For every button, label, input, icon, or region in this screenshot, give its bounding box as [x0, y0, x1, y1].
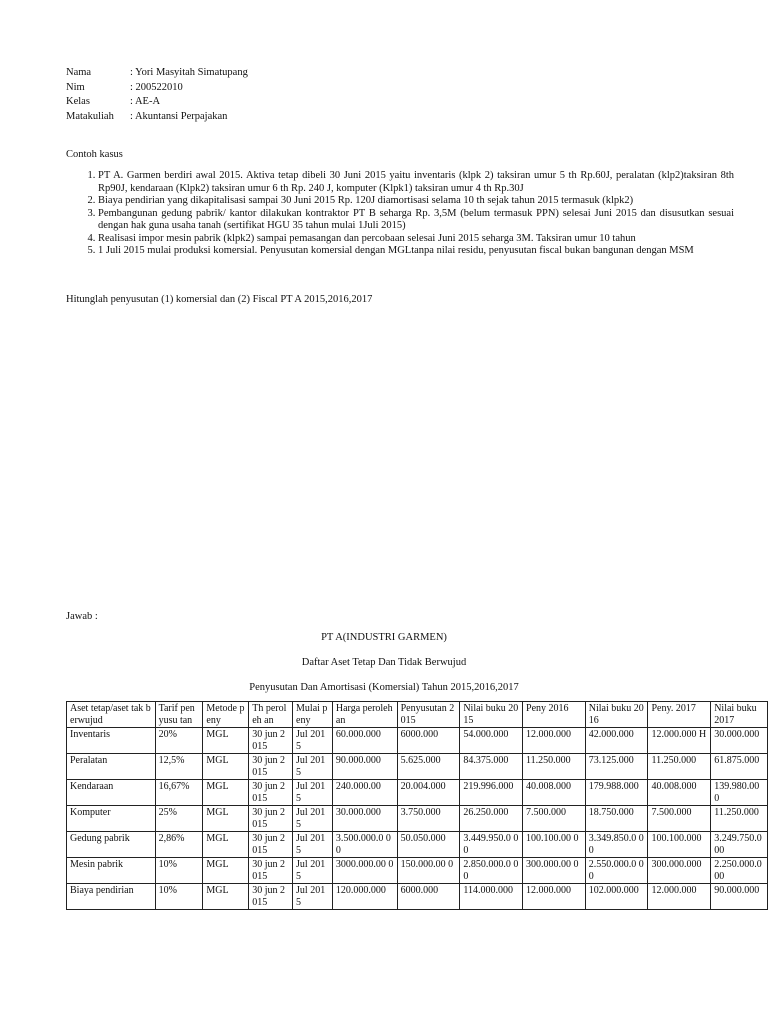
table-cell: 3.349.850.0 00 [585, 832, 648, 858]
asset-table [66, 701, 768, 910]
table-cell: 26.250.000 [460, 806, 523, 832]
table-cell: 30 jun 2015 [249, 832, 293, 858]
info-label: Kelas [66, 96, 90, 107]
case-title: Contoh kasus [66, 149, 123, 160]
table-cell: 3.750.000 [397, 806, 460, 832]
table-cell: 30 jun 2015 [249, 858, 293, 884]
info-label: Matakuliah [66, 110, 114, 122]
table-cell: 120.000.000 [332, 884, 397, 910]
table-cell: 7.500.000 [648, 806, 711, 832]
table-row [67, 728, 768, 754]
table-cell: MGL [203, 754, 249, 780]
column-header: Mulai peny [293, 702, 333, 728]
table-cell: MGL [203, 728, 249, 754]
table-cell: Jul 2015 [293, 728, 333, 754]
column-header: Peny 2016 [523, 702, 586, 728]
table-cell: 150.000.00 0 [397, 858, 460, 884]
table-cell: 60.000.000 [332, 728, 397, 754]
depreciation-title: Penyusutan Dan Amortisasi (Komersial) Tahun 2015,2016,2017 [249, 682, 519, 693]
table-row [67, 806, 768, 832]
table-cell: 30 jun 2015 [249, 884, 293, 910]
table-cell: 50.050.000 [397, 832, 460, 858]
table-cell: Peralatan [67, 754, 156, 780]
table-cell: Mesin pabrik [67, 858, 156, 884]
table-cell: 12.000.000 [523, 884, 586, 910]
table-cell: Gedung pabrik [67, 832, 156, 858]
table-cell: 11.250.000 [523, 754, 586, 780]
table-cell: MGL [203, 806, 249, 832]
table-cell: 300.000.000 [648, 858, 711, 884]
table-cell: MGL [203, 780, 249, 806]
table-cell: 2,86% [155, 832, 203, 858]
table-cell: 114.000.000 [460, 884, 523, 910]
table-row [67, 780, 768, 806]
student-info [66, 66, 248, 124]
info-row-course [66, 110, 248, 125]
column-header: Metode peny [203, 702, 249, 728]
table-row [67, 858, 768, 884]
table-cell: 54.000.000 [460, 728, 523, 754]
company-title: PT A(INDUSTRI GARMEN) [321, 632, 447, 643]
table-cell: 6000.000 [397, 884, 460, 910]
table-cell: 11.250.000 [648, 754, 711, 780]
table-cell: 73.125.000 [585, 754, 648, 780]
column-header: Nilai buku 2016 [585, 702, 648, 728]
info-value: : AE-A [130, 96, 161, 107]
table-cell: Jul 2015 [293, 754, 333, 780]
table-cell: 90.000.000 [711, 884, 768, 910]
table-cell: 139.980.000 [711, 780, 768, 806]
table-cell: Jul 2015 [293, 858, 333, 884]
info-row-nim [66, 81, 248, 96]
column-header: Th peroleh an [249, 702, 293, 728]
table-cell: 30 jun 2015 [249, 780, 293, 806]
column-header: Penyusutan 2015 [397, 702, 460, 728]
table-cell: 20% [155, 728, 203, 754]
table-cell: Jul 2015 [293, 806, 333, 832]
table-cell: 2.850.000.0 00 [460, 858, 523, 884]
table-cell: 219.996.000 [460, 780, 523, 806]
info-label: Nim [66, 81, 85, 93]
table-cell: Jul 2015 [293, 832, 333, 858]
table-cell: 30 jun 2015 [249, 728, 293, 754]
table-cell: 61.875.000 [711, 754, 768, 780]
table-cell: 30.000.000 [711, 728, 768, 754]
info-label: Nama [66, 67, 92, 78]
table-cell: 7.500.000 [523, 806, 586, 832]
column-header: Aset tetap/aset tak berwujud [67, 702, 156, 728]
table-cell: 10% [155, 858, 203, 884]
case-item: 1. PT A. Garmen berdiri awal 2015. Aktiva tetap dibeli 30 Juni 2015 yaitu inventaris (klpk 2) taksiran umur 5 th Rp.60J, peralatan (klp2)taksiran 8th Rp90J, kendaraan (Klpk2) taksiran umur 6 th Rp. 240 J, komputer (Klpk1) taksiran umur 4 th Rp.30J [98, 170, 734, 195]
case-item: 2. Biaya pendirian yang dikapitalisasi sampai 30 Juni 2015 Rp. 120J diamortisasi selama 10 th sejak tahun 2015 termasuk (klpk2) [98, 195, 734, 208]
table-cell: 16,67% [155, 780, 203, 806]
table-row [67, 832, 768, 858]
info-value: : Akuntansi Perpajakan [130, 110, 228, 122]
table-cell: 2.250.000.0 00 [711, 858, 768, 884]
case-item: 5. 1 Juli 2015 mulai produksi komersial. Penyusutan komersial dengan MGLtanpa nilai residu, penyusutan fiscal bukan bangunan dengan MSM [98, 245, 734, 258]
table-cell: 5.625.000 [397, 754, 460, 780]
column-header: Nilai buku 2017 [711, 702, 768, 728]
case-item: 4. Realisasi impor mesin pabrik (klpk2) sampai pemasangan dan percobaan selesai Juni 2015 seharga 3M. Taksiran umur 10 tahun [98, 233, 734, 246]
table-cell: 3.500.000.0 00 [332, 832, 397, 858]
table-row [67, 754, 768, 780]
table-cell: 18.750.000 [585, 806, 648, 832]
table-cell: 6000.000 [397, 728, 460, 754]
column-header: Nilai buku 2015 [460, 702, 523, 728]
table-cell: Jul 2015 [293, 780, 333, 806]
table-cell: 42.000.000 [585, 728, 648, 754]
table-cell: 30 jun 2015 [249, 806, 293, 832]
table-cell: 3.249.750.0 00 [711, 832, 768, 858]
info-value: : Yori Masyitah Simatupang [130, 67, 248, 78]
table-header-row [67, 702, 768, 728]
table-cell: 90.000.000 [332, 754, 397, 780]
table-cell: Jul 2015 [293, 884, 333, 910]
case-list [66, 170, 734, 258]
table-cell: 3.449.950.0 00 [460, 832, 523, 858]
table-cell: 12.000.000 [648, 884, 711, 910]
info-row-class [66, 95, 248, 110]
table-cell: 2.550.000.0 00 [585, 858, 648, 884]
table-cell: Komputer [67, 806, 156, 832]
table-cell: 25% [155, 806, 203, 832]
table-cell: 12.000.000 H [648, 728, 711, 754]
case-item: 3. Pembangunan gedung pabrik/ kantor dilakukan kontraktor PT B seharga Rp. 3,5M (belum termasuk PPN) selesai Juni 2015 dan disusutkan sesuai dengan hak guna usaha tanah (sertifikat HGU 35 tahun mulai 1Juli 2015) [98, 208, 734, 233]
table-cell: Kendaraan [67, 780, 156, 806]
table-cell: 179.988.000 [585, 780, 648, 806]
table-cell: 300.000.00 0 [523, 858, 586, 884]
table-cell: 102.000.000 [585, 884, 648, 910]
table-cell: 20.004.000 [397, 780, 460, 806]
question-text: Hitunglah penyusutan (1) komersial dan (2) Fiscal PT A 2015,2016,2017 [66, 294, 373, 305]
info-row-name [66, 66, 248, 81]
info-value: : 200522010 [130, 81, 183, 93]
table-cell: MGL [203, 858, 249, 884]
column-header: Tarif penyusu tan [155, 702, 203, 728]
table-cell: 40.008.000 [648, 780, 711, 806]
table-cell: 10% [155, 884, 203, 910]
table-cell: 11.250.000 [711, 806, 768, 832]
table-cell: 40.008.000 [523, 780, 586, 806]
table-row [67, 884, 768, 910]
table-cell: 100.100.000 [648, 832, 711, 858]
column-header: Harga perolehan [332, 702, 397, 728]
table-cell: 240.000.00 [332, 780, 397, 806]
answer-label: Jawab : [66, 611, 98, 622]
table-cell: 3000.000.00 0 [332, 858, 397, 884]
table-cell: 12.000.000 [523, 728, 586, 754]
table-cell: Inventaris [67, 728, 156, 754]
table-cell: 30.000.000 [332, 806, 397, 832]
table-cell: Biaya pendirian [67, 884, 156, 910]
table-cell: 12,5% [155, 754, 203, 780]
column-header: Peny. 2017 [648, 702, 711, 728]
table-cell: 84.375.000 [460, 754, 523, 780]
table-cell: MGL [203, 884, 249, 910]
list-title: Daftar Aset Tetap Dan Tidak Berwujud [301, 657, 467, 668]
table-cell: MGL [203, 832, 249, 858]
table-cell: 100.100.00 0 [523, 832, 586, 858]
table-cell: 30 jun 2015 [249, 754, 293, 780]
